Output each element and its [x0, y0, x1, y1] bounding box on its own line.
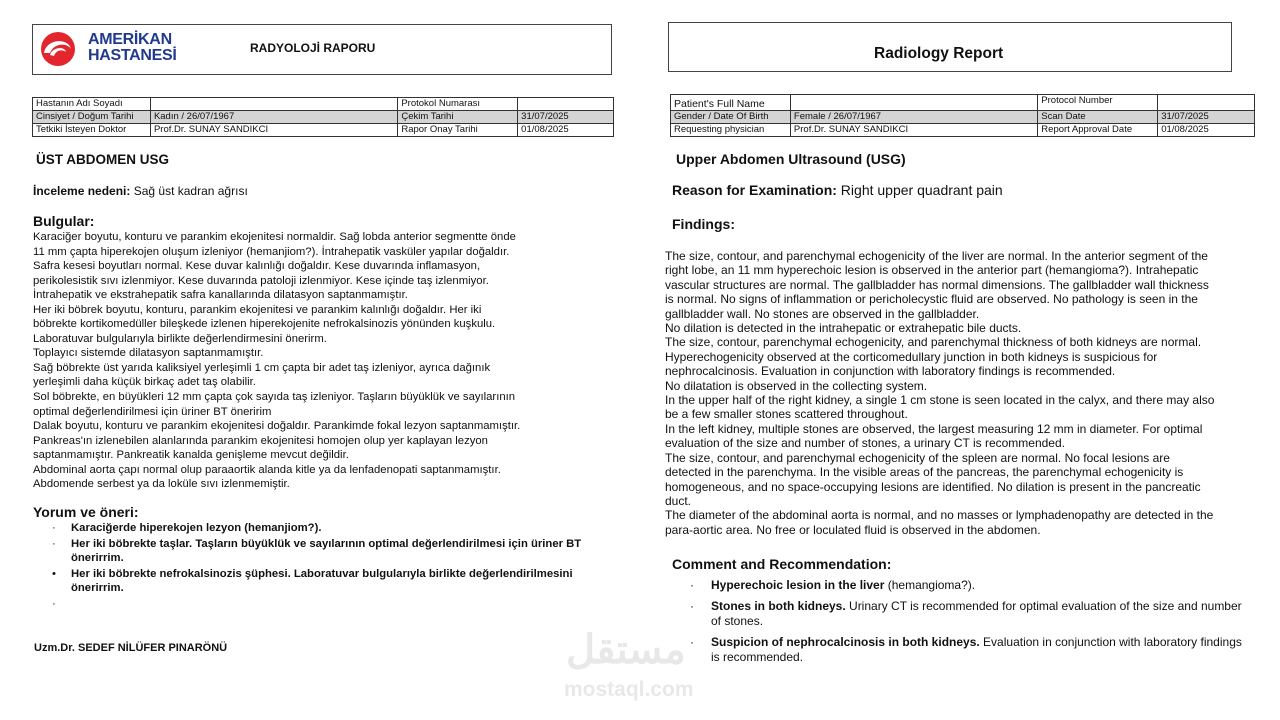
table-cell: Report Approval Date — [1038, 124, 1158, 137]
table-cell: Rapor Onay Tarihi — [398, 124, 518, 137]
findings-line: vascular structures are normal. The gallbladder has normal dimensions. The gallbladder wall thickness — [665, 277, 1209, 292]
findings-body-tr — [33, 230, 598, 492]
table-cell: Gender / Date Of Birth — [671, 111, 791, 124]
findings-line: be a few smaller stones scattered throughout. — [665, 407, 908, 422]
table-cell — [790, 95, 1037, 111]
table-cell: Prof.Dr. SUNAY SANDIKCI — [790, 124, 1037, 137]
findings-heading-tr: Bulgular: — [33, 213, 95, 229]
hospital-logo-icon — [38, 31, 82, 67]
reason-en — [672, 182, 1003, 198]
table-row — [33, 98, 614, 111]
reason-label: Reason for Examination: — [672, 182, 837, 198]
watermark-arabic: مستقل — [566, 628, 686, 672]
findings-line: The diameter of the abdominal aorta is normal, and no masses or lymphadenopathy are detected in the — [665, 508, 1214, 523]
table-row — [33, 124, 614, 137]
table-cell: 01/08/2025 — [518, 124, 614, 137]
table-cell: 01/08/2025 — [1158, 124, 1255, 137]
table-cell: Protocol Number — [1038, 95, 1158, 111]
findings-line: Dalak boyutu, konturu ve parankim ekojenitesi doğaldır. Parankimde fokal lezyon saptanmamıştır. — [33, 420, 521, 433]
findings-line: No dilatation is observed in the collecting system. — [665, 378, 928, 393]
list-item — [690, 578, 1250, 593]
table-cell: Hastanın Adı Soyadı — [33, 98, 151, 111]
reason-text: Right upper quadrant pain — [836, 182, 1003, 198]
bullet: · — [690, 578, 694, 592]
findings-line: Abdominal aorta çapı normal olup paraaortik alanda kitle ya da lenfadenopati saptanmamıştır. — [33, 463, 501, 476]
exam-title-tr: ÜST ABDOMEN USG — [36, 152, 170, 167]
findings-line: para-aortic area. No free or loculated fluid is observed in the abdomen. — [665, 522, 1041, 537]
doctor-signature: Uzm.Dr. SEDEF NİLÜFER PINARÖNÜ — [34, 642, 228, 654]
table-row — [671, 95, 1255, 111]
bullet: · — [52, 522, 56, 534]
table-cell: 31/07/2025 — [518, 111, 614, 124]
findings-line: Sağ böbrekte üst yarıda kaliksiyel yerleşimli 1 cm çapta bir adet taş izleniyor, ayrıca dağınık — [33, 361, 491, 374]
bullet: · — [52, 537, 56, 550]
findings-line: Laboratuvar bulgularıyla birlikte değerlendirmesini önerirm. — [33, 332, 327, 345]
exam-title-en: Upper Abdomen Ultrasound (USG) — [676, 151, 906, 167]
findings-line: Toplayıcı sistemde dilatasyon saptanmamıştır. — [33, 347, 264, 360]
comment-bold: Suspicion of nephrocalcinosis in both kidneys. — [711, 635, 980, 649]
bullet: · — [52, 597, 56, 610]
findings-line: İntrahepatik ve ekstrahepatik safra kanallarında dilatasyon saptanmamıştır. — [33, 289, 408, 302]
findings-line: Karaciğer boyutu, konturu ve parankim ekojenitesi normaldir. Sağ lobda anterior segmentte önde — [33, 231, 516, 243]
findings-line: Pankreas'ın izlenebilen alanlarında parankim ekojenitesi homojen olup yer kaplayan lezyon — [33, 434, 488, 447]
table-cell: Kadın / 26/07/1967 — [150, 111, 397, 124]
findings-heading-en: Findings: — [672, 216, 735, 232]
findings-line: Abdomende serbest ya da loküle sıvı izlenmemiştir. — [33, 478, 290, 491]
findings-line: Safra kesesi boyutları normal. Kese duvar kalınlığı doğaldır. Kese duvarında inflamasyon, — [33, 260, 481, 273]
findings-line: perikolesistik sıvı izlenmiyor. Kese duvarında patoloji izlenmiyor. Kese içinde taş izlenmiyor. — [33, 274, 489, 287]
table-cell — [150, 98, 397, 111]
findings-line: In the left kidney, multiple stones are observed, the largest measuring 12 mm in diameter. For optimal — [665, 421, 1203, 436]
findings-line: is normal. No signs of inflammation or pericholecystic fluid are observed. No pathology is seen in the — [665, 292, 1198, 307]
findings-line: 11 mm çapta hiperekojen oluşum izleniyor (hemanjiom?). İntrahepatik vasküler yapılar doğaldır. — [33, 245, 510, 258]
findings-body-en — [665, 249, 1265, 537]
comment-bold: Hyperechoic lesion in the liver — [711, 578, 885, 592]
bullet: • — [52, 567, 56, 580]
list-item — [52, 521, 612, 536]
table-cell: Patient's Full Name — [671, 95, 791, 111]
reason-text: Sağ üst kadran ağrısı — [130, 184, 248, 198]
table-cell: Protokol Numarası — [398, 98, 518, 111]
comment-text: Her iki böbrekte taşlar. Taşların büyüklük ve sayılarının optimal değerlendirilmesi için üriner BT önerirrim. — [71, 537, 582, 564]
table-row — [671, 124, 1255, 137]
logo-line1: AMERİKAN — [88, 31, 172, 48]
table-cell — [1158, 95, 1255, 111]
comment-heading-tr: Yorum ve öneri: — [33, 504, 139, 520]
findings-line: The size, contour, and parenchymal echogenicity of the spleen are normal. No focal lesions are — [665, 450, 1170, 465]
list-item — [690, 635, 1250, 665]
findings-line: No dilation is detected in the intrahepatic or extrahepatic bile ducts. — [665, 321, 1022, 336]
findings-line: optimal değerlendirilmesi için üriner BT öneririm — [33, 405, 272, 418]
reason-label: İnceleme nedeni: — [33, 184, 131, 198]
findings-line: böbrekte kortikomedüller bileşkede izlenen hiperekojenite nefrokalsinozis yönünden kuşkulu. — [33, 318, 496, 331]
table-cell: Cinsiyet / Doğum Tarihi — [33, 111, 151, 124]
findings-line: In the upper half of the right kidney, a single 1 cm stone is seen located in the calyx, and there may also — [665, 393, 1215, 408]
comment-text: Karaciğerde hiperekojen lezyon (hemanjiom?). — [71, 522, 322, 534]
findings-line: Hyperechogenicity observed at the corticomedullary junction in both kidneys is suspicious for — [665, 349, 1158, 364]
hospital-logo — [38, 30, 178, 68]
findings-line: detected in the parenchyma. In the visible areas of the pancreas, the parenchymal echogenicity is — [665, 465, 1184, 480]
patient-info-table-tr — [32, 97, 614, 137]
findings-line: yerleşimli daha küçük birkaç adet taş olabilir. — [33, 376, 256, 389]
findings-line: The size, contour, parenchymal echogenicity, and parenchymal thickness of both kidneys are normal. — [665, 335, 1202, 350]
comment-text: (hemangioma?). — [884, 578, 976, 592]
list-item — [52, 537, 612, 566]
table-cell: Scan Date — [1038, 111, 1158, 124]
comment-text: Evaluation in conjunction with laboratory findings is recommended. — [711, 635, 1242, 664]
table-cell: Female / 26/07/1967 — [790, 111, 1037, 124]
watermark — [560, 628, 720, 708]
logo-line2: HASTANESİ — [88, 47, 177, 64]
comment-text: Urinary CT is recommended for optimal evaluation of the size and number of stones. — [711, 599, 1242, 628]
table-row — [671, 111, 1255, 124]
comment-list-tr — [52, 521, 612, 610]
table-cell: Requesting physician — [671, 124, 791, 137]
reason-tr — [33, 184, 248, 198]
comment-list-en — [690, 578, 1250, 671]
findings-line: The size, contour, and parenchymal echogenicity of the liver are normal. In the anterior segment of the — [665, 249, 1208, 263]
table-cell: 31/07/2025 — [1158, 111, 1255, 124]
table-row — [33, 111, 614, 124]
watermark-latin: mostaql.com — [564, 678, 694, 701]
findings-line: homogeneous, and no space-occupying lesions are identified. No dilation is present in the pancreatic — [665, 479, 1201, 494]
findings-line: duct. — [665, 493, 692, 508]
findings-line: gallbladder wall. No stones are observed in the gallbladder. — [665, 306, 980, 321]
findings-line: nephrocalcinosis. Evaluation in conjunction with laboratory findings is recommended. — [665, 364, 1116, 379]
hospital-logo-text — [88, 32, 177, 64]
table-cell: Prof.Dr. SUNAY SANDIKCI — [150, 124, 397, 137]
list-item — [690, 599, 1250, 629]
findings-line: Her iki böbrek boyutu, konturu, parankim ekojenitesi ve parankim kalınlığı doğaldır. Her iki — [33, 303, 482, 316]
findings-line: Sol böbrekte, en büyükleri 12 mm çapta çok sayıda taş izleniyor. Taşların büyüklük ve sayılarının — [33, 391, 516, 404]
report-title-en: Radiology Report — [874, 45, 1004, 62]
comment-text: Her iki böbrekte nefrokalsinozis şüphesi. Laboratuvar bulgularıyla birlikte değerlendirilmesini önerirrim. — [71, 567, 573, 594]
table-cell: Çekim Tarihi — [398, 111, 518, 124]
patient-info-table-en — [670, 94, 1255, 137]
findings-line: evaluation of the size and number of stones, a urinary CT is recommended. — [665, 436, 1065, 451]
bullet: · — [690, 599, 694, 613]
comment-bold: Stones in both kidneys. — [711, 599, 846, 613]
list-item — [52, 567, 612, 596]
comment-heading-en: Comment and Recommendation: — [672, 556, 892, 572]
findings-line: saptanmamıştır. Pankreatik kanalda genişleme mevcut değildir. — [33, 449, 349, 462]
findings-line: right lobe, an 11 mm hyperechoic lesion is observed in the anterior part (hemangioma?). Intrahepatic — [665, 263, 1199, 278]
table-cell — [518, 98, 614, 111]
table-cell: Tetkiki İsteyen Doktor — [33, 124, 151, 137]
bullet: · — [690, 635, 694, 649]
report-title-tr: RADYOLOJİ RAPORU — [250, 41, 376, 55]
